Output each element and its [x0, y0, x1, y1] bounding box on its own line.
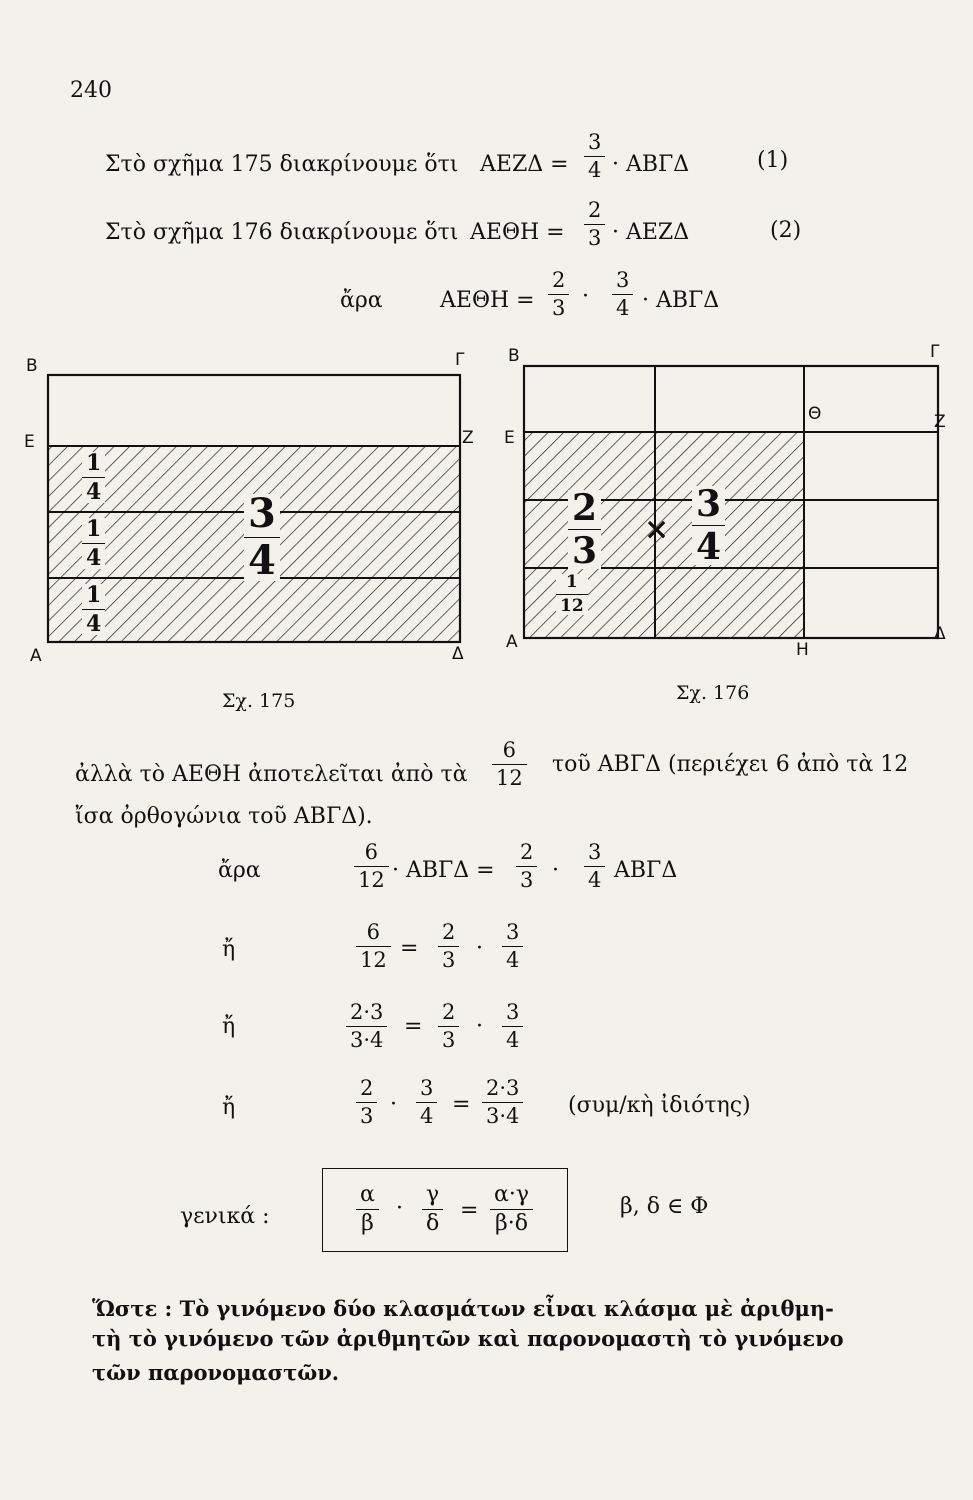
fig175-quarter-1: $\frac{1}{4}$	[82, 452, 105, 503]
fig176-three-quarters: $\frac{3}{4}$	[692, 486, 725, 565]
fig176-label-D: Δ	[934, 624, 946, 644]
fig176-label-G: Γ	[930, 342, 940, 362]
conclusion-line-2: τὴ τὸ γινόμενο τῶν ἀριθμητῶν καὶ παρονομαστὴ τὸ γινόμενο	[92, 1326, 844, 1351]
conclusion-line-1: Ὥστε : Τὸ γινόμενο δύο κλασμάτων εἶναι κλάσμα μὲ ἀριθμη-	[92, 1296, 834, 1321]
fig176-label-B: Β	[508, 346, 520, 366]
eq1-fraction-b: $\frac{2}{3}$	[516, 842, 537, 891]
line1-tag: (1)	[757, 148, 789, 173]
eq3-dot: ·	[476, 1014, 483, 1039]
fig176-label-H: Η	[796, 640, 809, 660]
eq3-fraction-c: $\frac{3}{4}$	[502, 1002, 523, 1051]
eq1-dot: ·	[552, 858, 559, 883]
line2-lhs: ΑΕΘΗ =	[470, 220, 565, 245]
fig176-label-E: Ε	[504, 428, 515, 448]
general-condition: β, δ ∈ Φ	[620, 1194, 709, 1219]
fig176-one-twelfth: $\frac{1}{12}$	[556, 574, 588, 615]
general-fraction-c: $\frac{\alpha\cdot\gamma}{\beta\cdot\delta}$	[490, 1184, 533, 1235]
fig175-label-E: Ε	[24, 432, 35, 452]
fig175-caption: Σχ. 175	[222, 690, 296, 712]
line1-fraction: $\frac{3}{4}$	[584, 132, 605, 181]
eq2-eq: =	[400, 936, 419, 961]
paragraph-line-1a: ἀλλὰ τὸ ΑΕΘΗ ἀποτελεῖται ἀπὸ τὰ	[75, 762, 468, 787]
page-number: 240	[70, 78, 112, 103]
fig175-label-G: Γ	[455, 350, 465, 370]
paragraph-line-2: ἴσα ὀρθογώνια τοῦ ΑΒΓΔ).	[75, 804, 373, 829]
line3-dot: ·	[582, 284, 589, 309]
fig175-label-D: Δ	[452, 644, 464, 664]
general-fraction-a: $\frac{\alpha}{\beta}$	[356, 1184, 379, 1235]
eq4-eq: =	[452, 1092, 471, 1117]
paragraph-fraction: $\frac{6}{12}$	[492, 740, 527, 789]
eq1-fraction-c: $\frac{3}{4}$	[584, 842, 605, 891]
line3-fraction-1: $\frac{2}{3}$	[548, 270, 569, 319]
eq2-fraction-b: $\frac{2}{3}$	[438, 922, 459, 971]
fig176-caption: Σχ. 176	[676, 682, 750, 704]
line3-fraction-2: $\frac{3}{4}$	[612, 270, 633, 319]
line1-text: Στὸ σχῆμα 175 διακρίνουμε ὅτι	[105, 152, 459, 177]
fig176-label-Z: Ζ	[934, 412, 946, 432]
fig175-quarter-2: $\frac{1}{4}$	[82, 518, 105, 569]
eq2-dot: ·	[476, 936, 483, 961]
eq1-ara: ἄρα	[218, 858, 261, 883]
eq4-note: (συμ/κὴ ἰδιότης)	[568, 1093, 751, 1118]
line1-lhs: ΑΕΖΔ =	[480, 152, 569, 177]
general-eq: =	[460, 1198, 479, 1223]
fig175-label-A: Α	[30, 646, 42, 666]
fig176-times: ×	[644, 512, 670, 547]
fig175-quarter-3: $\frac{1}{4}$	[82, 584, 105, 635]
fig176-label-A: Α	[506, 632, 518, 652]
general-dot: ·	[396, 1196, 403, 1221]
line2-rhs: · ΑΕΖΔ	[612, 220, 690, 245]
eq3-eq: =	[404, 1014, 423, 1039]
eq1-fraction-a: $\frac{6}{12}$	[354, 842, 389, 891]
fig176-two-thirds: $\frac{2}{3}$	[568, 490, 601, 569]
fig175-three-quarters: $\frac{3}{4}$	[244, 494, 280, 581]
eq4-eta: ἤ	[222, 1095, 236, 1120]
general-label: γενικά :	[180, 1204, 270, 1229]
eq1-end: ΑΒΓΔ	[614, 858, 678, 883]
line1-rhs: · ΑΒΓΔ	[612, 152, 690, 177]
line3-ara: ἄρα	[340, 288, 383, 313]
paragraph-line-1b: τοῦ ΑΒΓΔ (περιέχει 6 ἀπὸ τὰ 12	[552, 752, 909, 777]
line2-text: Στὸ σχῆμα 176 διακρίνουμε ὅτι	[105, 220, 459, 245]
line2-tag: (2)	[770, 218, 802, 243]
line3-rhs: · ΑΒΓΔ	[642, 288, 720, 313]
fig175-label-B: Β	[26, 356, 38, 376]
eq3-eta: ἤ	[222, 1014, 236, 1039]
eq2-fraction-c: $\frac{3}{4}$	[502, 922, 523, 971]
eq4-fraction-c: $\frac{2\cdot 3}{3\cdot 4}$	[482, 1078, 523, 1127]
eq4-fraction-b: $\frac{3}{4}$	[416, 1078, 437, 1127]
eq2-fraction-a: $\frac{6}{12}$	[356, 922, 391, 971]
general-fraction-b: $\frac{\gamma}{\delta}$	[422, 1184, 443, 1235]
line2-fraction: $\frac{2}{3}$	[584, 200, 605, 249]
eq3-fraction-b: $\frac{2}{3}$	[438, 1002, 459, 1051]
conclusion-line-3: τῶν παρονομαστῶν.	[92, 1360, 340, 1385]
eq3-fraction-a: $\frac{2\cdot 3}{3\cdot 4}$	[346, 1002, 387, 1051]
eq2-eta: ἤ	[222, 937, 236, 962]
eq4-dot: ·	[390, 1092, 397, 1117]
line3-lhs: ΑΕΘΗ =	[440, 288, 535, 313]
eq1-mid: · ΑΒΓΔ =	[392, 858, 495, 883]
eq4-fraction-a: $\frac{2}{3}$	[356, 1078, 377, 1127]
fig176-label-Th: Θ	[808, 404, 822, 424]
fig175-label-Z: Ζ	[462, 428, 474, 448]
